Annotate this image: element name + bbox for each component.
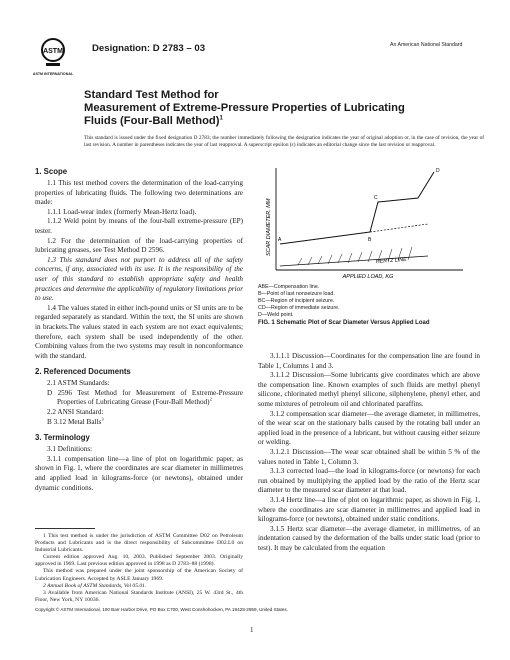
footnote-rule (35, 528, 95, 529)
point-label-d: D (436, 168, 440, 174)
designation: Designation: D 2783 – 03 (92, 43, 206, 54)
footnote-3: 3 Available from American National Standards Institute (ANSI), 25 W. 43rd St., 4th Floor, New York, NY 10036. (35, 589, 243, 603)
compensation-line (280, 232, 370, 244)
x-axis-label: APPLIED LOAD, KG (342, 274, 394, 280)
title-line-1: Standard Test Method for (84, 89, 219, 101)
para-3-1-4: 3.1.4 Hertz line—a line of plot on logarithmic paper, as shown in Fig. 1, where the coordinates are scar diameter in millimetres and applied load in kilograms-force (or newtons), obtained under static conditions. (258, 495, 480, 524)
y-axis-label: SCAR DIAMETER, MM (266, 198, 272, 256)
para-3-1-1: 3.1.1 compensation line—a line of plot on logarithmic paper, as shown in Fig. 1, where the coordinates are scar diameter in millimetres and applied load in kilograms-force (or newtons), obtained under dynamic conditions. (35, 454, 243, 492)
para-2-2-item: B 3.12 Metal Balls$^3$ (47, 416, 104, 426)
copyright: Copyright © ASTM International, 100 Barr Harbor Drive, PO Box C700, West Conshohocken, PA 19428-2959, United States. (35, 607, 288, 612)
seizure-curve (370, 172, 434, 232)
section-3-heading: 3. Terminology (35, 433, 90, 443)
para-1-3: 1.3 This standard does not purport to address all of the safety concerns, if any, associated with its use. It is the responsibility of the user of this standard to establish appropriate safety and health practices and determine the applicability of regulatory limitations prior to use. (35, 255, 243, 303)
para-1-4: 1.4 The values stated in either inch-pound units or SI units are to be regarded separately as standard. Within the text, the SI units are shown in brackets.The values stated in each system are not exact equivalents; therefore, each system shall be used independently of the other. Combining values from the two systems may result in nonconformance with the standard. (35, 303, 243, 360)
section-1-heading: 1. Scope (35, 167, 68, 176)
footnote-2: 2 Annual Book of ASTM Standards, Vol 05.01. (43, 582, 147, 589)
title-line-2: Measurement of Extreme-Pressure Properties of Lubricating (84, 101, 405, 114)
svg-text:ASTM: ASTM (43, 48, 63, 55)
para-1-2: 1.2 For the determination of the load-carrying properties of lubricating greases, see Test Method D 2596. (35, 236, 243, 255)
logo-text: ASTM INTERNATIONAL (32, 72, 74, 76)
compensation-line-extension (370, 224, 428, 232)
legend-3: BC—Region of incipient seizure. (258, 297, 335, 304)
para-3-1-1-2: 3.1.1.2 Discussion—Some lubricants give coordinates which are above the compensation line. Known examples of such fluids are methyl phenyl silicone, chlorinated methyl phenyl silicone, silphenylene, phenyl ether, and some mixtures of petroleum oil and chlorinated paraffins. (258, 371, 480, 408)
figure-1 (258, 160, 478, 280)
para-3-1-2: 3.1.2 compensation scar diameter—the average diameter, in millimetres, of the wear scar on the stationary balls caused by the rotating ball under an applied load in the presence of a lubricant, but without causing either seizure or welding. (258, 409, 480, 447)
page-number: 1 (250, 626, 254, 634)
para-2-1: 2.1 ASTM Standards: (47, 379, 110, 388)
section-2-heading: 2. Referenced Documents (35, 367, 131, 377)
para-3-1: 3.1 Definitions: (47, 445, 93, 454)
point-label-c: C (374, 195, 378, 201)
legend-1: ABE—Compensation line. (258, 284, 320, 290)
figure-caption: FIG. 1 Schematic Plot of Scar Diameter Versus Applied Load (258, 319, 430, 326)
hertz-line-label: HERTZ LINE (375, 256, 407, 265)
para-3-1-5: 3.1.5 Hertz scar diameter—the average diameter, in millimetres, of an indentation caused by the deformation of the balls under static load (prior to test). It may be calculated from the equation (258, 524, 480, 552)
legend-4: CD—Region of immediate seizure. (258, 304, 340, 311)
document-title (84, 89, 484, 127)
para-1-1: 1.1 This test method covers the determination of the load-carrying properties of lubricating fluids. The following two determinations are made: (35, 179, 243, 207)
footnotes (35, 533, 243, 604)
footnote-1b: Current edition approved Aug. 10, 2003. Published September 2003. Originally approved in 1969. Last previous edition approved in 1998 as D 2783–88 (1998). (35, 554, 243, 568)
footnote-1: 1 This test method is under the jurisdiction of ASTM Committee D02 on Petroleum Products and Lubricants and is the direct responsibility of Subcommittee D02.L0 on Industrial Lubricants. (35, 533, 243, 554)
para-2-2: 2.2 ANSI Standard: (47, 408, 104, 417)
para-3-1-1-1: 3.1.1.1 Discussion—Coordinates for the compensation line are found in Table 1, Columns 1 and 3. (258, 352, 480, 370)
para-2-1-item: D 2596 Test Method for Measurement of Extreme-Pressure Properties of Lubricating Grease (Four-Ball Method)$^2$ (47, 388, 243, 407)
right-column (258, 352, 480, 553)
issuance-note: This standard is issued under the fixed designation D 2783; the number immediately following the designation indicates the year of original adoption or, in the case of revision, the year of last revision. A number in parentheses indicates the year of last reapproval. A superscript epsilon (ε) indicates an editorial change since the last revision or reapproval. (84, 135, 484, 149)
org-label: An American National Standard (390, 42, 463, 48)
para-1-1-1: 1.1.1 Load-wear index (formerly Mean-Hertz load). (47, 207, 197, 216)
point-label-b: B (368, 237, 372, 243)
footnote-1c: This method was prepared under the joint sponsorship of the American Society of Lubrication Engineers. Accepted by ASLE January 1969. (35, 568, 243, 582)
title-line-3: Fluids (Four-Ball Method)$^1$ (84, 114, 223, 127)
legend-2: B—Point of last nonseizure load. (258, 290, 335, 297)
para-3-1-2-1: 3.1.2.1 Discussion—The wear scar obtained shall be within 5 % of the values noted in Table 1, Column 3. (258, 447, 480, 466)
figure-legend (258, 284, 478, 326)
legend-5: D—Weld point. (258, 311, 294, 318)
scar-plot (258, 160, 478, 280)
left-column (35, 167, 243, 493)
para-3-1-3: 3.1.3 corrected load—the load in kilograms-force (or newtons) for each run obtained by multiplying the applied load by the ratio of the Hertz scar diameter to the measured scar diameter at that load. (258, 467, 480, 495)
para-1-1-2: 1.1.2 Weld point by means of the four-ball extreme-pressure (EP) tester. (35, 217, 243, 235)
point-label-a: A (278, 237, 282, 243)
